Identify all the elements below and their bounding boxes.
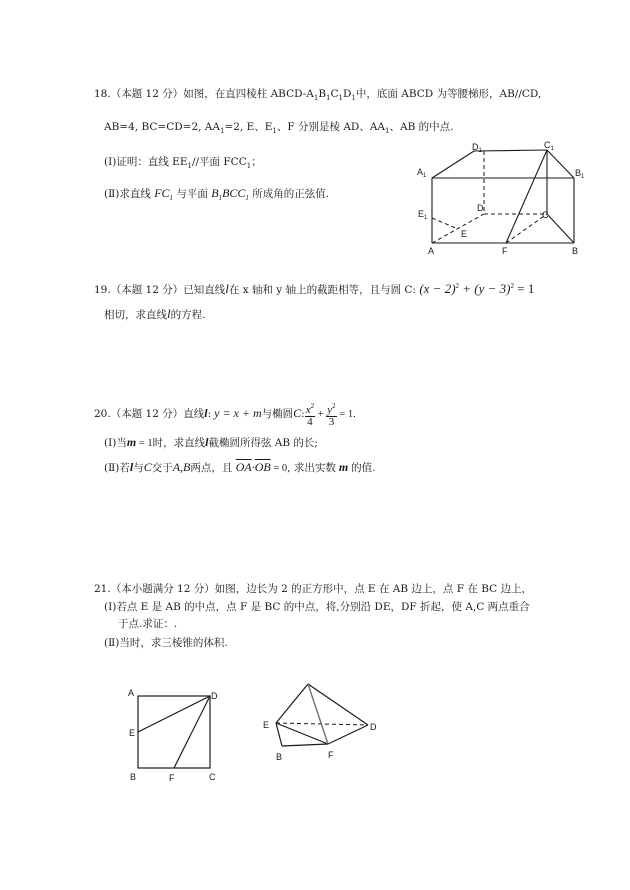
label-E: E <box>461 229 468 239</box>
sq-label-F: F <box>169 773 175 783</box>
q20-part2: (Ⅱ)若l与C交于A,B两点，且 $\overline{OA}\cdot\overline{OB} = 0$, 求出实数 m 的值. <box>104 460 376 474</box>
q19-line1: 19.（本题 12 分）已知直线l在 x 轴和 y 轴上的截距相等，且与圆 C: $(x - 2)^2 + (y - 3)^2 = 1$ <box>94 281 535 296</box>
label-B1: $B_1$ <box>575 168 585 180</box>
label-A: A <box>428 246 435 256</box>
q18-part1: (Ⅰ)证明：直线 $EE_1//$平面 $FCC_1$； <box>104 156 262 170</box>
sq-label-A: A <box>128 688 135 698</box>
py-label-D: D <box>370 722 377 732</box>
label-C1: $C_1$ <box>544 140 554 152</box>
q19-line2: 相切，求直线l的方程. <box>104 306 206 321</box>
label-D: D <box>477 203 484 213</box>
sq-label-C: C <box>209 772 216 782</box>
label-C: C <box>542 210 549 220</box>
q18-part2: (Ⅱ)求直线 $FC_1$ 与平面 $B_1BCC_1$ 所成角的正弦值. <box>104 186 330 202</box>
label-D1: $D_1$ <box>472 142 482 154</box>
q21-pyramid-figure <box>258 680 388 780</box>
label-A1: $A_1$ <box>417 167 427 179</box>
q20-part1: (Ⅰ)当m = 1时，求直线l截椭圆所得弦 AB 的长; <box>104 435 318 449</box>
label-F: F <box>502 246 508 256</box>
label-B: B <box>572 246 579 256</box>
q21-part1b: 于点.求证：. <box>118 618 178 630</box>
q18-prism-figure <box>410 138 590 263</box>
py-label-F: F <box>328 750 334 760</box>
label-E1: $E_1$ <box>418 209 428 221</box>
q21-part2: (Ⅱ)当时，求三棱锥的体积. <box>104 637 228 649</box>
q18-line1: 18.（本题 12 分）如图，在直四棱柱 ABCD-$A_1B_1C_1D_1$中，底面 ABCD 为等腰梯形，AB//CD, <box>94 88 542 102</box>
q21-line1: 21.（本小题满分 12 分）如图，边长为 2 的正方形中，点 E 在 AB 边上，点 F 在 BC 边上， <box>94 583 532 595</box>
sq-label-D: D <box>211 691 218 701</box>
q21-square-figure <box>122 684 232 784</box>
q20-line1: 20.（本题 12 分）直线l: y = x + m与椭圆C: $\frac{x^2}{4}$ + $\frac{y^2}{3}$ = 1. <box>94 401 356 428</box>
py-label-E: E <box>263 720 270 730</box>
sq-label-B: B <box>130 772 137 782</box>
sq-label-E: E <box>129 728 136 738</box>
q21-part1: (Ⅰ)若点 E 是 AB 的中点，点 F 是 BC 的中点，将,分别沿 DE，DF 折起，使 A,C 两点重合 <box>104 601 530 613</box>
q18-line2: AB=4, BC=CD=2, $AA_1=2$, E、$E_1$、F 分别是棱 AD、$AA_1$、AB 的中点. <box>104 121 454 135</box>
py-label-B: B <box>276 752 283 762</box>
